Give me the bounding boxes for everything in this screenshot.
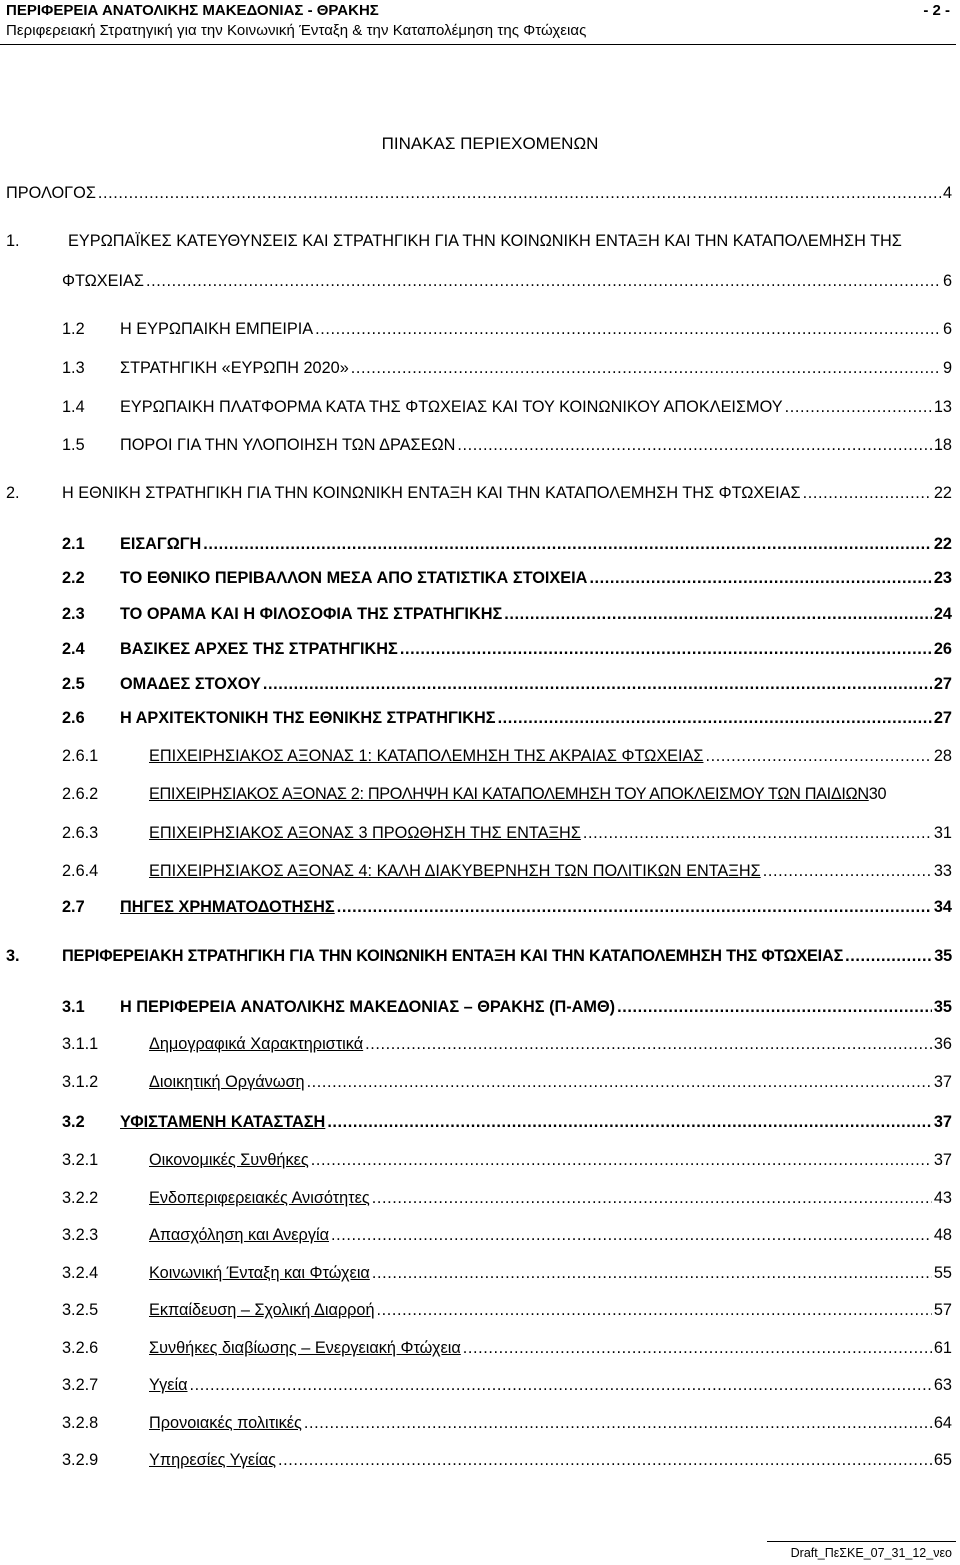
toc-leader bbox=[705, 745, 931, 767]
toc-leader bbox=[583, 822, 932, 844]
toc-entry-number: 1.4 bbox=[62, 398, 85, 416]
toc-leader bbox=[617, 996, 932, 1018]
toc-entry[interactable] bbox=[62, 1449, 952, 1471]
toc-entry-number: 2.6 bbox=[62, 709, 85, 727]
toc-entry[interactable] bbox=[62, 318, 952, 340]
toc-entry-text[interactable]: Συνθήκες διαβίωσης – Ενεργειακή Φτώχεια bbox=[149, 1339, 461, 1357]
toc-leader bbox=[315, 318, 941, 340]
toc-entry[interactable] bbox=[6, 230, 952, 252]
toc-leader bbox=[845, 945, 932, 967]
toc-entry-text[interactable]: ΤΟ ΟΡΑΜΑ ΚΑΙ Η ΦΙΛΟΣΟΦΙΑ ΤΗΣ ΣΤΡΑΤΗΓΙΚΗΣ bbox=[120, 605, 503, 623]
toc-leader bbox=[803, 482, 932, 504]
toc-entry-page[interactable]: 37 bbox=[933, 1113, 952, 1131]
toc-entry[interactable] bbox=[62, 603, 952, 625]
toc-leader bbox=[304, 1412, 932, 1434]
toc-entry-text[interactable]: Υγεία bbox=[149, 1376, 188, 1394]
toc-entry-page[interactable]: 22 bbox=[933, 535, 952, 553]
toc-entry-page[interactable]: 65 bbox=[933, 1451, 952, 1469]
toc-entry-text[interactable]: Δημογραφικά Χαρακτηριστικά bbox=[149, 1035, 364, 1053]
toc-leader bbox=[351, 357, 941, 379]
toc-entry-page[interactable]: 63 bbox=[933, 1376, 952, 1394]
toc-entry[interactable] bbox=[62, 745, 952, 767]
toc-leader bbox=[190, 1374, 932, 1396]
toc-entry-number: 3. bbox=[6, 947, 20, 965]
toc-entry-text[interactable]: ΠΟΡΟΙ ΓΙΑ ΤΗΝ ΥΛΟΠΟΙΗΣΗ ΤΩΝ ΔΡΑΣΕΩΝ bbox=[120, 436, 456, 454]
toc-entry-page[interactable]: 22 bbox=[933, 484, 952, 502]
toc-entry[interactable] bbox=[62, 1111, 952, 1133]
toc-entry[interactable] bbox=[62, 1033, 952, 1055]
toc-entry-number: 2.3 bbox=[62, 605, 85, 623]
toc-entry[interactable] bbox=[62, 357, 952, 379]
toc-entry-page[interactable]: 9 bbox=[942, 359, 952, 377]
toc-entry[interactable] bbox=[62, 896, 952, 918]
toc-entry-text[interactable]: Η ΑΡΧΙΤΕΚΤΟΝΙΚΗ ΤΗΣ ΕΘΝΙΚΗΣ ΣΤΡΑΤΗΓΙΚΗΣ bbox=[120, 709, 496, 727]
toc-leader bbox=[365, 1033, 932, 1055]
toc-entry-page[interactable]: 6 bbox=[942, 320, 952, 338]
toc-entry-page[interactable]: 18 bbox=[933, 436, 952, 454]
toc-entry-page[interactable]: 31 bbox=[933, 824, 952, 842]
toc-entry-text[interactable]: ΕΙΣΑΓΩΓΗ bbox=[120, 535, 202, 553]
toc-leader bbox=[589, 567, 931, 589]
toc-entry-page[interactable]: 55 bbox=[933, 1264, 952, 1282]
toc-entry[interactable] bbox=[62, 638, 952, 660]
toc-entry-text[interactable]: ΕΠΙΧΕΙΡΗΣΙΑΚΟΣ ΑΞΟΝΑΣ 1: ΚΑΤΑΠΟΛΕΜΗΣΗ ΤΗΣ ΑΚΡΑΙΑΣ ΦΤΩΧΕΙΑΣ bbox=[149, 747, 704, 765]
toc-entry-page[interactable]: 27 bbox=[933, 709, 952, 727]
toc-entry-number: 3.2.3 bbox=[62, 1226, 99, 1244]
toc-entry-text[interactable]: ΒΑΣΙΚΕΣ ΑΡΧΕΣ ΤΗΣ ΣΤΡΑΤΗΓΙΚΗΣ bbox=[120, 640, 398, 658]
toc-leader bbox=[307, 1071, 932, 1093]
toc-entry[interactable] bbox=[62, 1224, 952, 1246]
toc-entry-number: 2.7 bbox=[62, 898, 85, 916]
toc-entry-page[interactable]: 30 bbox=[868, 785, 887, 803]
toc-leader bbox=[331, 1224, 932, 1246]
toc-entry-number: 2.6.2 bbox=[62, 785, 99, 803]
toc-entry[interactable] bbox=[62, 533, 952, 555]
toc-entry-page[interactable]: 6 bbox=[942, 272, 952, 290]
toc-leader bbox=[203, 533, 932, 555]
toc-leader bbox=[327, 1111, 932, 1133]
toc-entry-page[interactable]: 24 bbox=[933, 605, 952, 623]
toc-entry-number: 3.2.4 bbox=[62, 1264, 99, 1282]
toc-entry-page[interactable]: 48 bbox=[933, 1226, 952, 1244]
toc-entry[interactable] bbox=[6, 482, 952, 504]
toc-entry-text[interactable]: Η ΕΘΝΙΚΗ ΣΤΡΑΤΗΓΙΚΗ ΓΙΑ ΤΗΝ ΚΟΙΝΩΝΙΚΗ ΕΝΤΑΞΗ ΚΑΙ ΤΗΝ ΚΑΤΑΠΟΛΕΜΗΣΗ ΤΗΣ ΦΤΩΧΕΙΑΣ bbox=[62, 484, 801, 502]
toc-entry-number: 2.4 bbox=[62, 640, 85, 658]
toc-leader bbox=[763, 860, 932, 882]
toc-entry-number: 3.2.2 bbox=[62, 1189, 99, 1207]
toc-leader bbox=[785, 396, 932, 418]
toc-entry[interactable] bbox=[62, 1071, 952, 1093]
toc-leader bbox=[372, 1262, 932, 1284]
toc-entry-page[interactable]: 37 bbox=[933, 1151, 952, 1169]
toc-entry[interactable] bbox=[62, 270, 952, 292]
toc-entry-page[interactable]: 33 bbox=[933, 862, 952, 880]
toc-entry[interactable] bbox=[62, 1187, 952, 1209]
toc-entry-text[interactable]: Η ΠΕΡΙΦΕΡΕΙΑ ΑΝΑΤΟΛΙΚΗΣ ΜΑΚΕΔΟΝΙΑΣ – ΘΡΑΚΗΣ (Π-ΑΜΘ) bbox=[120, 998, 616, 1016]
toc-entry-page[interactable]: 64 bbox=[933, 1414, 952, 1432]
toc-entry-page[interactable]: 28 bbox=[933, 747, 952, 765]
header-title: ΠΕΡΙΦΕΡΕΙΑ ΑΝΑΤΟΛΙΚΗΣ ΜΑΚΕΔΟΝΙΑΣ - ΘΡΑΚΗΣ bbox=[6, 2, 379, 19]
toc-entry-page[interactable]: 27 bbox=[933, 675, 952, 693]
toc-entry-text[interactable]: Εκπαίδευση – Σχολική Διαρροή bbox=[149, 1301, 375, 1319]
toc-entry-number: 3.1 bbox=[62, 998, 85, 1016]
toc-entry-number: 2.1 bbox=[62, 535, 85, 553]
toc-entry-text[interactable]: Οικονομικές Συνθήκες bbox=[149, 1151, 309, 1169]
toc-entry-page[interactable]: 61 bbox=[933, 1339, 952, 1357]
toc-entry-number: 1.5 bbox=[62, 436, 85, 454]
toc-entry-text[interactable]: ΣΤΡΑΤΗΓΙΚΗ «ΕΥΡΩΠΗ 2020» bbox=[120, 359, 349, 377]
toc-entry-number: 1. bbox=[6, 232, 20, 250]
toc-entry-page[interactable]: 57 bbox=[933, 1301, 952, 1319]
toc-entry-number: 2.6.4 bbox=[62, 862, 99, 880]
toc-entry-number: 1.3 bbox=[62, 359, 85, 377]
toc-entry-text[interactable]: Διοικητική Οργάνωση bbox=[149, 1073, 305, 1091]
toc-entry-text[interactable]: ΕΠΙΧΕΙΡΗΣΙΑΚΟΣ ΑΞΟΝΑΣ 3 ΠΡΟΩΘΗΣΗ ΤΗΣ ΕΝΤΑΞΗΣ bbox=[149, 824, 581, 842]
toc-entry-page[interactable]: 23 bbox=[933, 569, 952, 587]
toc-entry-text[interactable]: ΠΗΓΕΣ ΧΡΗΜΑΤΟΔΟΤΗΣΗΣ bbox=[120, 898, 335, 916]
toc-entry[interactable] bbox=[62, 822, 952, 844]
toc-leader bbox=[337, 896, 932, 918]
toc-entry-page[interactable]: 36 bbox=[933, 1035, 952, 1053]
toc-entry-text[interactable]: Κοινωνική Ένταξη και Φτώχεια bbox=[149, 1264, 370, 1282]
toc-entry-text[interactable]: Υπηρεσίες Υγείας bbox=[149, 1451, 277, 1469]
footer-label: Draft_ΠεΣΚΕ_07_31_12_νεο bbox=[790, 1546, 952, 1560]
toc-entry-text[interactable]: ΕΥΡΩΠΑΪΚΕΣ ΚΑΤΕΥΘΥΝΣΕΙΣ ΚΑΙ ΣΤΡΑΤΗΓΙΚΗ ΓΙΑ ΤΗΝ ΚΟΙΝΩΝΙΚΗ ΕΝΤΑΞΗ ΚΑΙ ΤΗΝ ΚΑΤΑΠΟΛΕΜΗΣΗ ΤΗΣ bbox=[68, 232, 902, 250]
toc-entry-number: 2.2 bbox=[62, 569, 85, 587]
toc-entry-page[interactable]: 35 bbox=[933, 998, 952, 1016]
toc-entry[interactable] bbox=[62, 707, 952, 729]
toc-entry[interactable] bbox=[62, 783, 952, 805]
toc-entry-text[interactable]: ΤΟ ΕΘΝΙΚΟ ΠΕΡΙΒΑΛΛΟΝ ΜΕΣΑ ΑΠΟ ΣΤΑΤΙΣΤΙΚΑ ΣΤΟΙΧΕΙΑ bbox=[120, 569, 588, 587]
toc-entry[interactable] bbox=[62, 1299, 952, 1321]
toc-leader bbox=[372, 1187, 932, 1209]
toc-heading: ΠΙΝΑΚΑΣ ΠΕΡΙΕΧΟΜΕΝΩΝ bbox=[381, 134, 599, 153]
toc-entry[interactable] bbox=[62, 434, 952, 456]
toc-entry-number: 3.2 bbox=[62, 1113, 85, 1131]
toc-leader bbox=[457, 434, 931, 456]
toc-entry-number: 2.6.1 bbox=[62, 747, 99, 765]
toc-entry-text[interactable]: Απασχόληση και Ανεργία bbox=[149, 1226, 329, 1244]
header-subtitle: Περιφερειακή Στρατηγική για την Κοινωνική Ένταξη & την Καταπολέμηση της Φτώχειας bbox=[6, 22, 587, 39]
toc-entry-number: 3.2.7 bbox=[62, 1376, 99, 1394]
toc-leader bbox=[377, 1299, 932, 1321]
toc-entry-number: 3.2.5 bbox=[62, 1301, 99, 1319]
toc-leader bbox=[498, 707, 932, 729]
toc-entry[interactable] bbox=[62, 1149, 952, 1171]
toc-entry[interactable] bbox=[62, 1412, 952, 1434]
toc-entry-text[interactable]: ΠΕΡΙΦΕΡΕΙΑΚΗ ΣΤΡΑΤΗΓΙΚΗ ΓΙΑ ΤΗΝ ΚΟΙΝΩΝΙΚΗ ΕΝΤΑΞΗ ΚΑΙ ΤΗΝ ΚΑΤΑΠΟΛΕΜΗΣΗ ΤΗΣ ΦΤΩΧΕΙΑΣ bbox=[62, 947, 844, 965]
toc-entry-text[interactable]: ΠΡΟΛΟΓΟΣ bbox=[6, 184, 96, 202]
toc-leader bbox=[311, 1149, 932, 1171]
toc-leader bbox=[463, 1337, 932, 1359]
toc-entry-page[interactable]: 13 bbox=[933, 398, 952, 416]
toc-entry-text[interactable]: ΦΤΩΧΕΙΑΣ bbox=[62, 272, 144, 290]
toc-entry-page[interactable]: 26 bbox=[933, 640, 952, 658]
toc-entry-page[interactable]: 34 bbox=[933, 898, 952, 916]
toc-entry-text[interactable]: Προνοιακές πολιτικές bbox=[149, 1414, 302, 1432]
toc-entry[interactable] bbox=[62, 860, 952, 882]
toc-entry-text[interactable]: ΕΠΙΧΕΙΡΗΣΙΑΚΟΣ ΑΞΟΝΑΣ 2: ΠΡΟΛΗΨΗ ΚΑΙ ΚΑΤΑΠΟΛΕΜΗΣΗ ΤΟΥ ΑΠΟΚΛΕΙΣΜΟΥ ΤΩΝ ΠΑΙΔΙΩΝ bbox=[149, 785, 869, 803]
toc-entry-number: 2.6.3 bbox=[62, 824, 99, 842]
toc-leader bbox=[278, 1449, 932, 1471]
toc-entry-number: 3.2.9 bbox=[62, 1451, 99, 1469]
toc-leader bbox=[504, 603, 932, 625]
toc-entry-number: 3.2.1 bbox=[62, 1151, 99, 1169]
toc-entry-number: 1.2 bbox=[62, 320, 85, 338]
toc-entry[interactable] bbox=[6, 945, 952, 967]
toc-entry-number: 2. bbox=[6, 484, 20, 502]
footer-rule bbox=[767, 1541, 956, 1542]
toc-entry-page[interactable]: 37 bbox=[933, 1073, 952, 1091]
toc-entry[interactable] bbox=[6, 182, 952, 204]
toc-entry-number: 3.1.2 bbox=[62, 1073, 99, 1091]
toc-entry-number: 2.5 bbox=[62, 675, 85, 693]
toc-entry-page[interactable]: 35 bbox=[934, 947, 952, 965]
toc-entry[interactable] bbox=[62, 1374, 952, 1396]
header-rule bbox=[0, 44, 956, 45]
toc-entry[interactable] bbox=[62, 996, 952, 1018]
toc-entry-text[interactable]: Η ΕΥΡΩΠΑΙΚΗ ΕΜΠΕΙΡΙΑ bbox=[120, 320, 314, 338]
toc-entry-number: 3.1.1 bbox=[62, 1035, 99, 1053]
toc-entry-number: 3.2.8 bbox=[62, 1414, 99, 1432]
toc-entry-page[interactable]: 4 bbox=[942, 184, 952, 202]
toc-entry[interactable] bbox=[62, 1262, 952, 1284]
toc-entry-text[interactable]: Ενδοπεριφερειακές Ανισότητες bbox=[149, 1189, 370, 1207]
toc-entry-number: 3.2.6 bbox=[62, 1339, 99, 1357]
toc-leader bbox=[400, 638, 932, 660]
toc-entry-text[interactable]: ΟΜΑΔΕΣ ΣΤΟΧΟΥ bbox=[120, 675, 261, 693]
toc-entry-text[interactable]: ΕΥΡΩΠΑΙΚΗ ΠΛΑΤΦΟΡΜΑ ΚΑΤΑ ΤΗΣ ΦΤΩΧΕΙΑΣ ΚΑΙ ΤΟΥ ΚΟΙΝΩΝΙΚΟΥ ΑΠΟΚΛΕΙΣΜΟΥ bbox=[120, 398, 783, 416]
toc-entry[interactable] bbox=[62, 396, 952, 418]
toc-entry-page[interactable]: 43 bbox=[933, 1189, 952, 1207]
toc-entry[interactable] bbox=[62, 567, 952, 589]
toc-entry-text[interactable]: ΥΦΙΣΤΑΜΕΝΗ ΚΑΤΑΣΤΑΣΗ bbox=[120, 1113, 326, 1131]
toc-entry-text[interactable]: ΕΠΙΧΕΙΡΗΣΙΑΚΟΣ ΑΞΟΝΑΣ 4: ΚΑΛΗ ΔΙΑΚΥΒΕΡΝΗΣΗ ΤΩΝ ΠΟΛΙΤΙΚΩΝ ΕΝΤΑΞΗΣ bbox=[149, 862, 761, 880]
header-page-number: - 2 - bbox=[923, 2, 950, 19]
toc-entry[interactable] bbox=[62, 673, 952, 695]
toc-leader bbox=[146, 270, 941, 292]
toc-leader bbox=[263, 673, 932, 695]
toc-leader bbox=[98, 182, 941, 204]
toc-entry[interactable] bbox=[62, 1337, 952, 1359]
